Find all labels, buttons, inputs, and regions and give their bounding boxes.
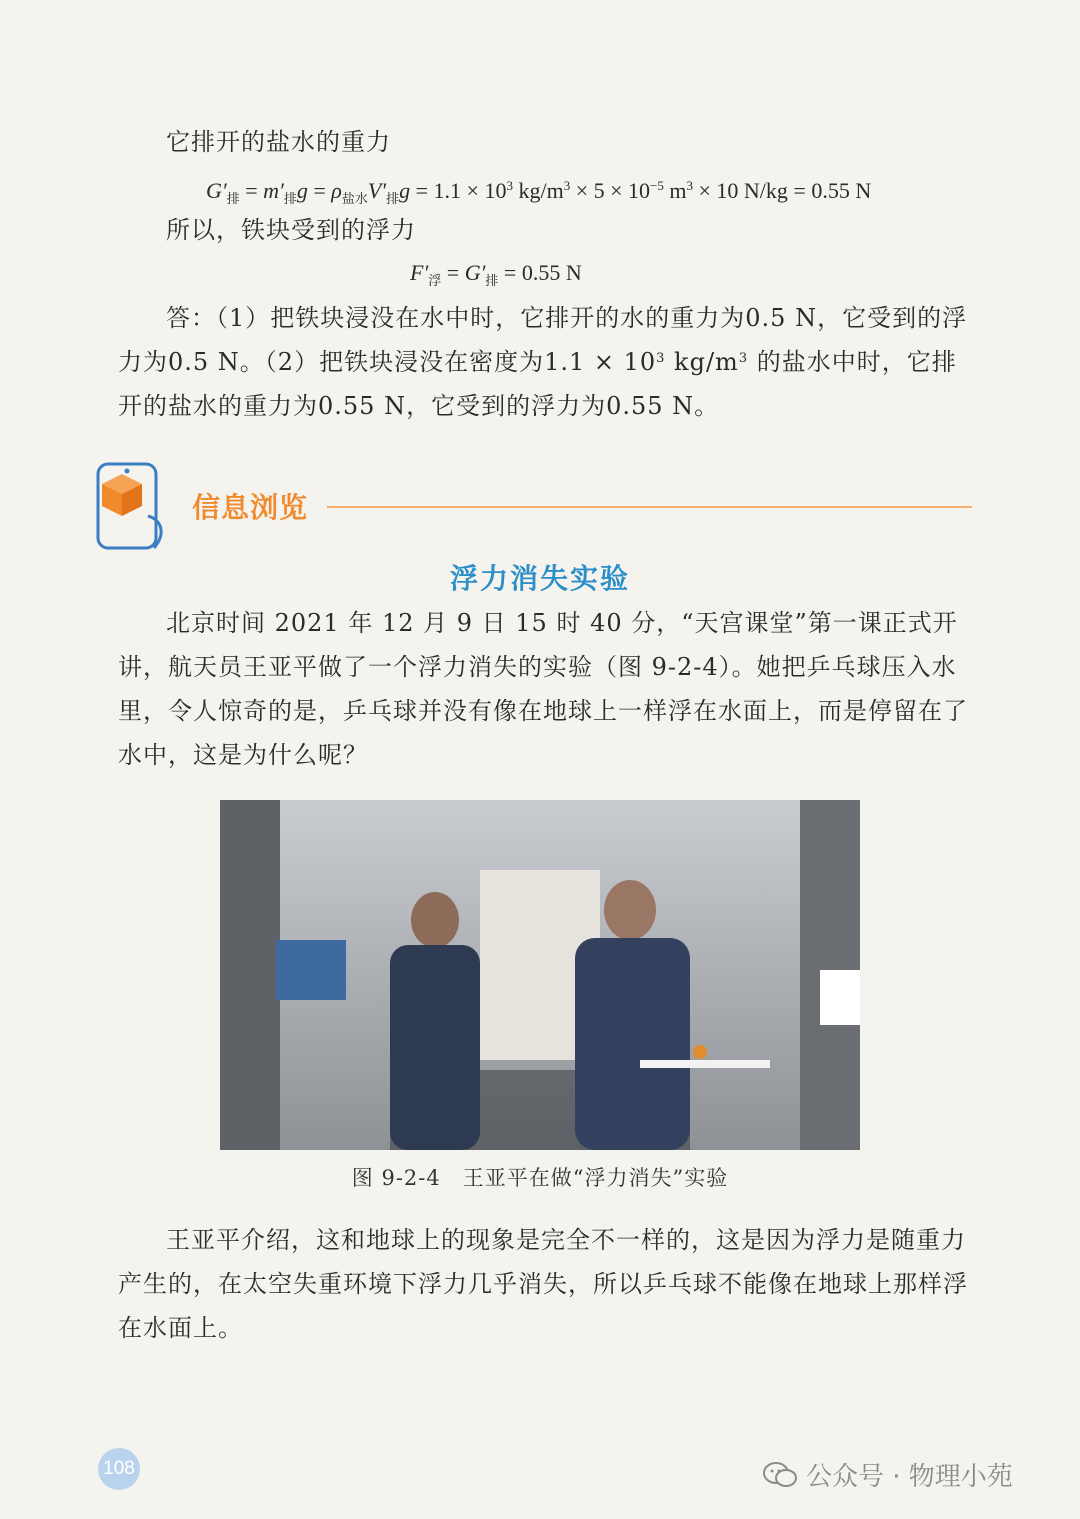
info-browse-header — [82, 458, 982, 558]
header-divider — [327, 506, 972, 508]
page-number: 108 — [98, 1448, 140, 1490]
space-station-photo — [220, 800, 860, 1150]
intro-weight-line: 它排开的盐水的重力 — [166, 128, 391, 156]
so-line: 所以，铁块受到的浮力 — [166, 216, 416, 244]
figure-caption: 图 9-2-4 王亚平在做“浮力消失”实验 — [351, 1166, 729, 1190]
formula-buoyancy: $F'_浮 = G'_排 = 0.55$ N — [410, 260, 582, 288]
info-browse-title: 信息浏览 — [192, 491, 309, 524]
body-paragraph-2: 王亚平介绍，这和地球上的现象是完全不一样的，这是因为浮力是随重力产生的，在太空失重环境下浮力几乎消失，所以乒乓球不能像在地球上那样浮在水面上。 — [118, 1226, 968, 1342]
answer-paragraph: 答：（1）把铁块浸没在水中时，它排开的水的重力为0.5 N，它受到的浮力为0.5 N。（2）把铁块浸没在密度为$1.1 \times 10^3$ $kg/m^3$ 的盐水中时，它排开的盐水的重力为0.55 N，它受到的浮力为0.55 N。 — [118, 304, 968, 420]
watermark-text: 公众号 · 物理小苑 — [806, 1462, 1013, 1492]
wechat-icon — [762, 1460, 798, 1490]
watermark — [762, 1456, 1013, 1493]
formula-weight: $G'_排 = m'_排g = \rho_{盐水}V'_排g = 1.1 \times 10^3$ $kg/m^3 \times 5 \times 10^{-5}$ $m^3 \times 10$ N/kg = 0.55 N — [206, 178, 872, 206]
body-paragraph-1: 北京时间 2021 年 12 月 9 日 15 时 40 分，“天宫课堂”第一课正式开讲，航天员王亚平做了一个浮力消失的实验（图 9-2-4）。她把乒乓球压入水里，令人惊奇的是，乒乓球并没有像在地球上一样浮在水面上，而是停留在了水中，这是为什么呢？ — [118, 609, 968, 769]
phone-cube-icon — [82, 458, 172, 554]
section-title: 浮力消失实验 — [449, 562, 630, 595]
